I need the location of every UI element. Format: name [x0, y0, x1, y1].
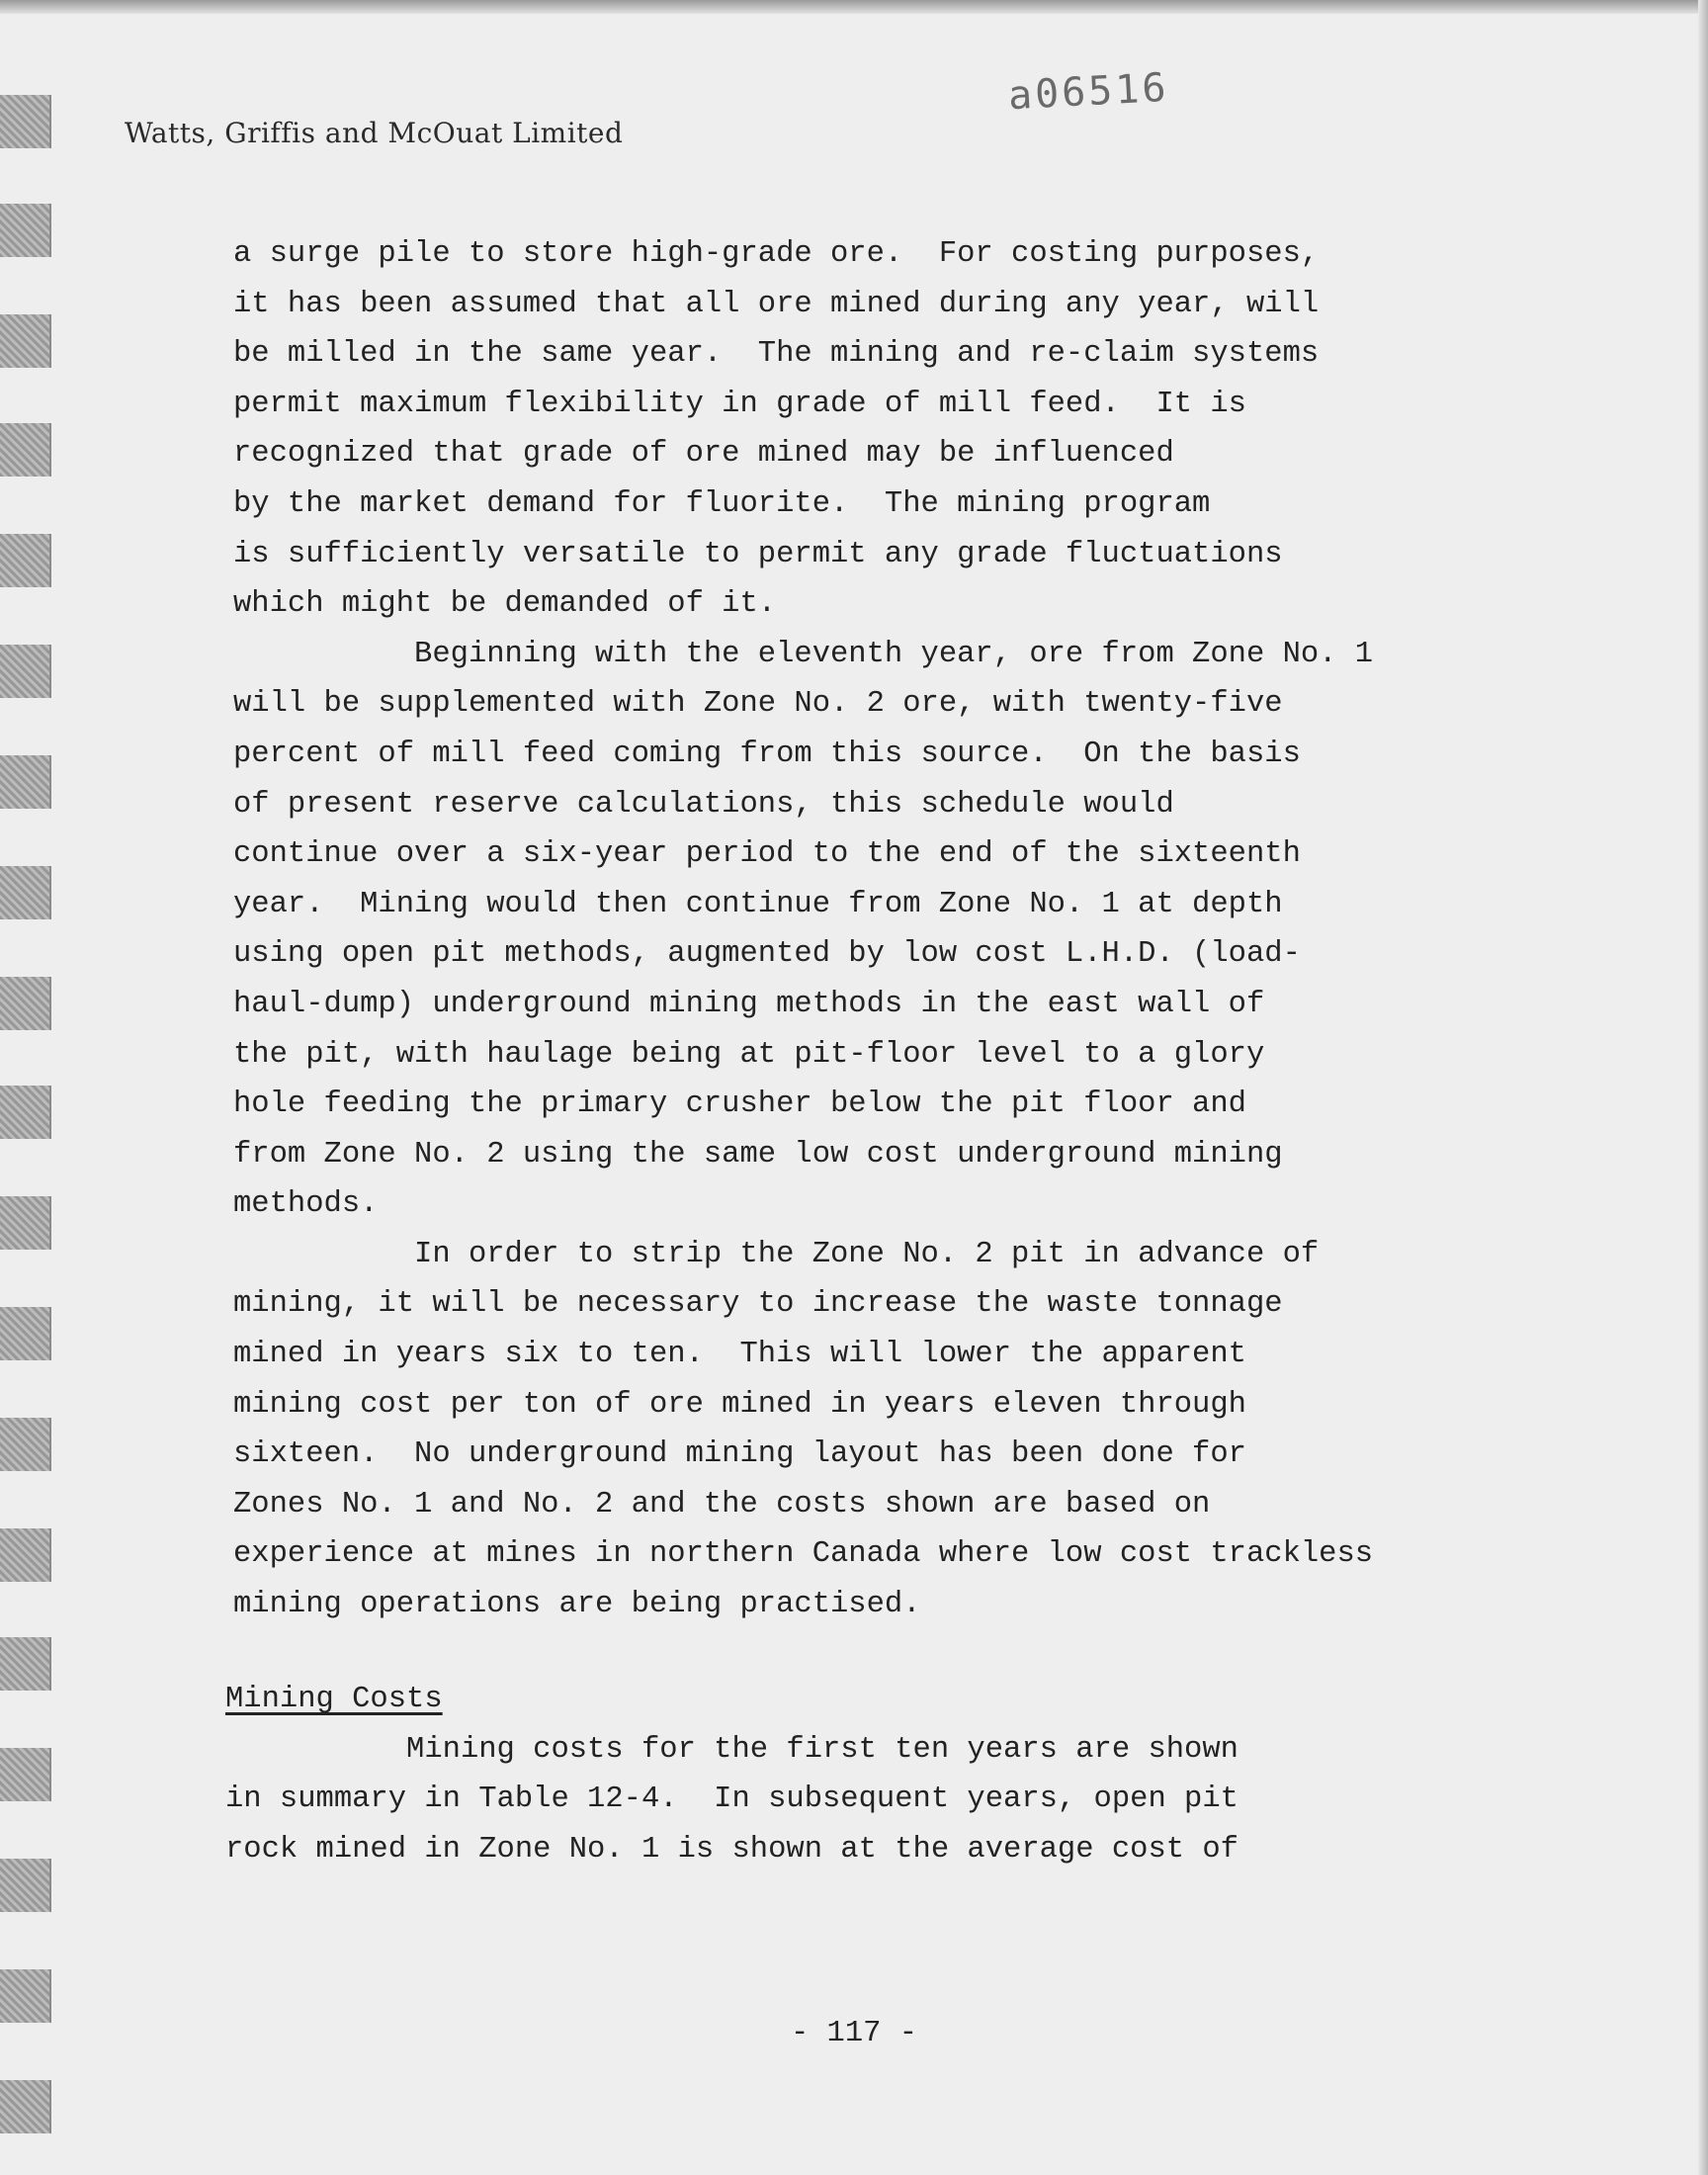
binding-hole: [0, 1969, 51, 2023]
text-line: rock mined in Zone No. 1 is shown at the average cost of: [225, 1832, 1238, 1867]
body-text: [233, 229, 1508, 1630]
binding-hole: [0, 314, 51, 368]
binding-hole: [0, 977, 51, 1030]
paragraph-2: [233, 630, 1508, 1230]
binding-hole: [0, 1528, 51, 1582]
text-line: of present reserve calculations, this schedule would: [233, 787, 1174, 822]
text-line: using open pit methods, augmented by low cost L.H.D. (load-: [233, 937, 1301, 972]
text-line: Mining costs for the first ten years are shown: [225, 1732, 1238, 1767]
text-line: Zones No. 1 and No. 2 and the costs shown are based on: [233, 1487, 1211, 1522]
text-line: sixteen. No underground mining layout has been done for: [233, 1437, 1246, 1472]
text-line: Beginning with the eleventh year, ore from Zone No. 1: [233, 637, 1374, 671]
text-line: haul-dump) underground mining methods in the east wall of: [233, 987, 1265, 1021]
binding-hole: [0, 645, 51, 698]
text-line: hole feeding the primary crusher below the pit floor and: [233, 1088, 1246, 1122]
binding-hole: [0, 1859, 51, 1912]
binding-holes: [0, 0, 59, 2175]
binding-hole: [0, 1418, 51, 1471]
text-line: mining, it will be necessary to increase the waste tonnage: [233, 1287, 1283, 1322]
text-line: by the market demand for fluorite. The mining program: [233, 486, 1211, 521]
binding-hole: [0, 2080, 51, 2133]
binding-hole: [0, 755, 51, 809]
binding-hole: [0, 95, 51, 148]
document-number: a06516: [1006, 64, 1170, 120]
text-line: experience at mines in northern Canada where low cost trackless: [233, 1537, 1374, 1572]
letterhead: Watts, Griffis and McOuat Limited: [125, 117, 624, 149]
binding-hole: [0, 1196, 51, 1250]
text-line: the pit, with haulage being at pit-floor level to a glory: [233, 1037, 1265, 1072]
text-line: which might be demanded of it.: [233, 587, 777, 622]
text-line: in summary in Table 12-4. In subsequent years, open pit: [225, 1783, 1238, 1817]
text-line: is sufficiently versatile to permit any grade fluctuations: [233, 537, 1283, 571]
text-line: methods.: [233, 1187, 379, 1222]
text-line: mined in years six to ten. This will lower the apparent: [233, 1338, 1246, 1372]
text-line: be milled in the same year. The mining and re-claim systems: [233, 337, 1320, 372]
text-line: from Zone No. 2 using the same low cost underground mining: [233, 1137, 1283, 1172]
binding-hole: [0, 866, 51, 919]
text-line: year. Mining would then continue from Zone No. 1 at depth: [233, 887, 1283, 921]
paragraph-1: [233, 229, 1508, 630]
binding-hole: [0, 1637, 51, 1691]
text-line: will be supplemented with Zone No. 2 ore, with twenty-five: [233, 687, 1283, 722]
binding-hole: [0, 1307, 51, 1360]
binding-hole: [0, 423, 51, 477]
binding-hole: [0, 1086, 51, 1139]
page-number: - 117 -: [790, 2017, 918, 2050]
binding-hole: [0, 1748, 51, 1801]
page-top-edge: [0, 0, 1708, 14]
text-line: mining cost per ton of ore mined in years eleven through: [233, 1387, 1246, 1422]
paragraph-3: [233, 1230, 1508, 1630]
mining-costs-section: [225, 1675, 1500, 1874]
text-line: it has been assumed that all ore mined during any year, will: [233, 287, 1320, 321]
page-right-edge: [1698, 0, 1708, 2175]
binding-hole: [0, 204, 51, 257]
text-line: recognized that grade of ore mined may be influenced: [233, 437, 1174, 472]
text-line: a surge pile to store high-grade ore. For costing purposes,: [233, 237, 1320, 271]
text-line: permit maximum flexibility in grade of mill feed. It is: [233, 387, 1246, 421]
section-heading: Mining Costs: [225, 1683, 443, 1716]
binding-hole: [0, 534, 51, 587]
text-line: percent of mill feed coming from this source. On the basis: [233, 737, 1301, 771]
text-line: continue over a six-year period to the end of the sixteenth: [233, 837, 1301, 872]
text-line: mining operations are being practised.: [233, 1588, 921, 1622]
text-line: In order to strip the Zone No. 2 pit in advance of: [233, 1237, 1320, 1271]
